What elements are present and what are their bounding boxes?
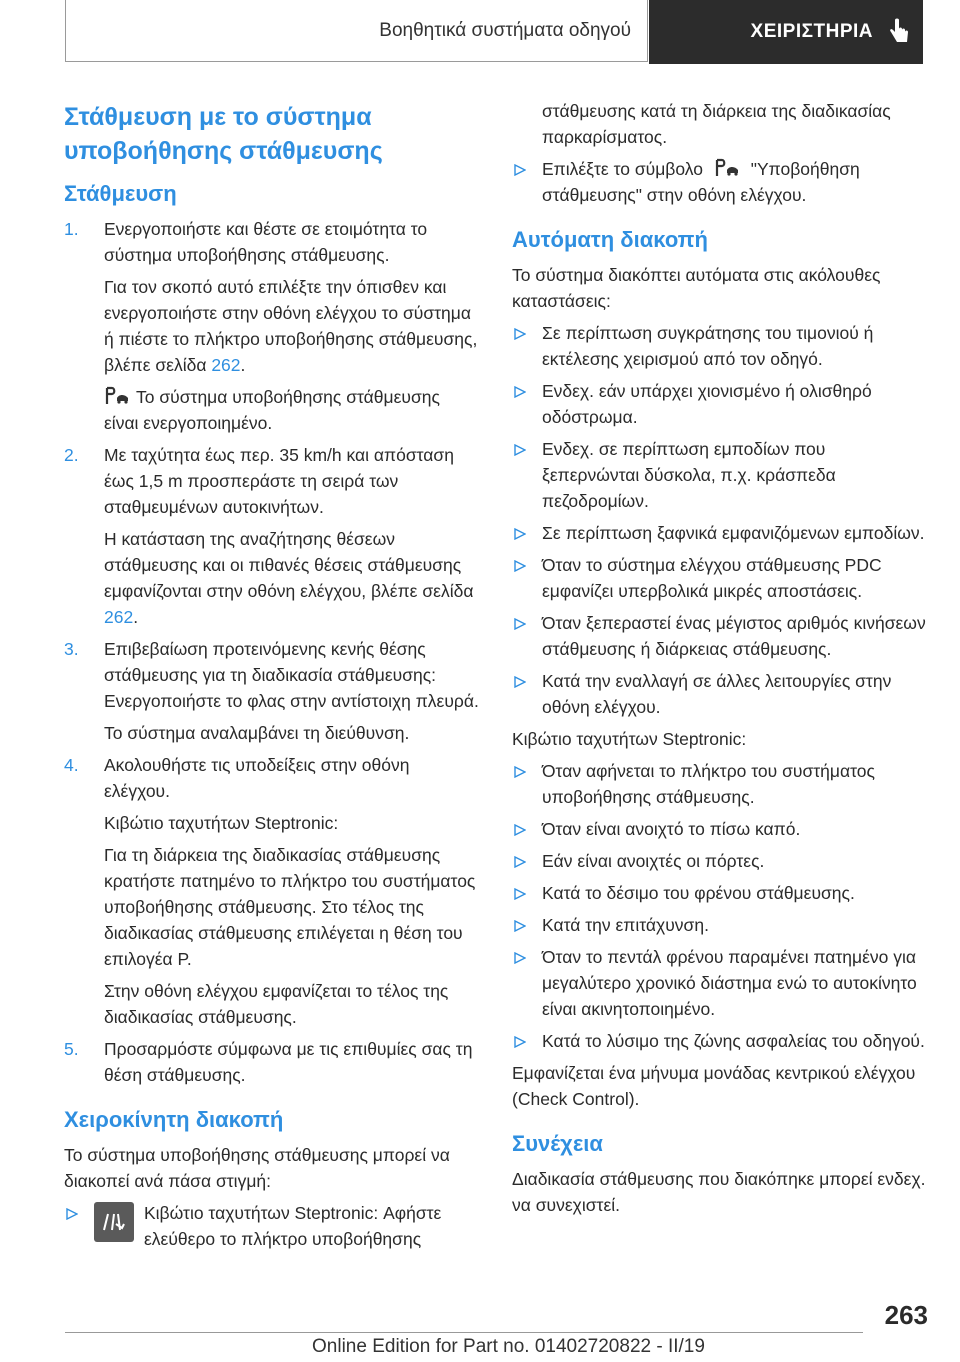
steptronic-label: Κιβώτιο ταχυτήτων Steptronic: xyxy=(512,729,747,749)
bullet-text: Όταν ξεπεραστεί ένας μέγιστος αριθμός κινήσεων στάθμευσης ή διάρκειας στάθμευσης. xyxy=(542,613,926,659)
triangle-bullet-icon xyxy=(66,1208,78,1220)
bullet-text: Επιλέξτε το σύμβολο xyxy=(542,159,703,179)
triangle-bullet-icon xyxy=(514,676,526,688)
bullet-text: Σε περίπτωση συγκράτησης του τιμονιού ή εκτέλεσης χειρισμού από τον οδηγό. xyxy=(542,323,874,369)
triangle-bullet-icon xyxy=(514,952,526,964)
auto-stop-list xyxy=(512,320,927,720)
triangle-bullet-icon xyxy=(514,328,526,340)
check-control-text: Εμφανίζεται ένα μήνυμα μονάδας κεντρικού ελέγχου (Check Control). xyxy=(512,1063,916,1109)
chapter-tab xyxy=(649,0,923,64)
list-item xyxy=(512,668,927,720)
list-item xyxy=(512,816,927,842)
step-text: Επιβεβαίωση προτεινόμενης κενής θέσης στάθμευσης για τη διαδικασία στάθμευσης: Ενεργοποιήστε το φλας στην αντίστοιχη πλευρά. xyxy=(104,639,479,711)
bullet-text: Κατά το λύσιμο της ζώνης ασφαλείας του οδηγού. xyxy=(542,1031,925,1051)
page-header xyxy=(65,0,923,64)
step-number: 2. xyxy=(64,445,79,465)
manual-stop-bullet xyxy=(64,1200,479,1252)
edition-text: Online Edition for Part no. 01402720822 - II/19 xyxy=(312,1336,705,1357)
bullet-text: Κατά την επιτάχυνση. xyxy=(542,915,709,935)
step-4-detail: Για τη διάρκεια της διαδικασίας στάθμευσης κρατήστε πατημένο το πλήκτρο του συστήματος υποβοήθησης στάθμευσης. Στο τέλος της διαδικασίας στάθμευσης επιλέγεται η θέση του επιλογέα P. xyxy=(104,845,476,969)
parking-assistant-icon xyxy=(714,158,740,178)
list-item xyxy=(512,944,927,1022)
page-link[interactable]: 262 xyxy=(104,607,134,627)
step-4 xyxy=(64,752,479,804)
triangle-bullet-icon xyxy=(514,888,526,900)
select-symbol-bullet xyxy=(512,156,927,208)
step-3-detail: Το σύστημα αναλαμβάνει τη διεύθυνση. xyxy=(104,723,410,743)
step-1-detail xyxy=(64,274,479,378)
bullet-text: Κατά την εναλλαγή σε άλλες λειτουργίες στην οθόνη ελέγχου. xyxy=(542,671,892,717)
left-column xyxy=(64,100,479,1258)
hand-pointer-icon xyxy=(887,18,911,46)
page-title: Στάθμευση με το σύστημα υποβοήθησης στάθμευσης xyxy=(64,103,383,165)
step-number: 5. xyxy=(64,1039,79,1059)
bullet-text: "Υποβοήθηση στάθμευσης" στην οθόνη ελέγχου. xyxy=(542,159,860,205)
step-3 xyxy=(64,636,479,714)
continue-text: Διαδικασία στάθμευσης που διακόπηκε μπορεί ενδεχ. να συνεχιστεί. xyxy=(512,1169,926,1215)
manual-stop-text: Το σύστημα υποβοήθησης στάθμευσης μπορεί να διακοπεί ανά πάσα στιγμή: xyxy=(64,1145,450,1191)
detail-text: Για τον σκοπό αυτό επιλέξτε την όπισθεν και ενεργοποιήστε στην οθόνη ελέγχου το σύστημα ή πιέστε το πλήκτρο υποβοήθησης στάθμευσης, βλέπε σελίδα xyxy=(104,277,478,375)
heading-continue: Συνέχεια xyxy=(512,1131,603,1156)
triangle-bullet-icon xyxy=(514,824,526,836)
list-item xyxy=(512,378,927,430)
detail-text: . xyxy=(133,607,139,627)
parking-assistant-icon xyxy=(104,386,130,406)
triangle-bullet-icon xyxy=(514,856,526,868)
heading-manual-stop: Χειροκίνητη διακοπή xyxy=(64,1107,284,1132)
triangle-bullet-icon xyxy=(514,528,526,540)
bullet-text: Όταν είναι ανοιχτό το πίσω καπό. xyxy=(542,819,801,839)
bullet-text: Σε περίπτωση ξαφνικά εμφανιζόμενων εμποδίων. xyxy=(542,523,925,543)
triangle-bullet-icon xyxy=(514,766,526,778)
triangle-bullet-icon xyxy=(514,920,526,932)
list-item xyxy=(512,848,927,874)
list-item xyxy=(512,436,927,514)
step-text: Προσαρμόστε σύμφωνα με τις επιθυμίες σας τη θέση στάθμευσης. xyxy=(104,1039,473,1085)
status-text: Το σύστημα υποβοήθησης στάθμευσης είναι ενεργοποιημένο. xyxy=(104,387,440,433)
heading-auto-stop: Αυτόματη διακοπή xyxy=(512,227,708,252)
step-text: Με ταχύτητα έως περ. 35 km/h και απόσταση έως 1,5 m προσπεράστε τη σειρά των σταθμευμένων αυτοκινήτων. xyxy=(104,445,454,517)
detail-text: Η κατάσταση της αναζήτησης θέσεων στάθμευσης και οι πιθανές θέσεις στάθμευσης εμφανίζονται στην οθόνη ελέγχου, βλέπε σελίδα xyxy=(104,529,474,601)
triangle-bullet-icon xyxy=(514,1036,526,1048)
bullet-text: Εάν είναι ανοιχτές οι πόρτες. xyxy=(542,851,765,871)
chapter-title: ΧΕΙΡΙΣΤΗΡΙΑ xyxy=(750,21,873,42)
section-title: Βοηθητικά συστήματα οδηγού xyxy=(65,0,648,62)
bullet-text: Όταν αφήνεται το πλήκτρο του συστήματος υποβοήθησης στάθμευσης. xyxy=(542,761,875,807)
step-4-label: Κιβώτιο ταχυτήτων Steptronic: xyxy=(104,813,339,833)
step-text: Ενεργοποιήστε και θέστε σε ετοιμότητα το σύστημα υποβοήθησης στάθμευσης. xyxy=(104,219,428,265)
footer-divider xyxy=(65,1332,863,1333)
step-5 xyxy=(64,1036,479,1088)
list-item xyxy=(512,912,927,938)
step-1-status xyxy=(64,384,479,436)
step-2 xyxy=(64,442,479,520)
list-item xyxy=(512,552,927,604)
list-item xyxy=(512,880,927,906)
bullet-text: Κιβώτιο ταχυτήτων Steptronic: Αφήστε ελεύθερο το πλήκτρο υποβοήθησης xyxy=(144,1203,442,1249)
step-4-end: Στην οθόνη ελέγχου εμφανίζεται το τέλος της διαδικασίας στάθμευσης. xyxy=(104,981,449,1027)
right-column xyxy=(512,98,927,1224)
auto-stop-text: Το σύστημα διακόπτει αυτόματα στις ακόλουθες καταστάσεις: xyxy=(512,265,881,311)
parking-assistant-button-icon xyxy=(94,1202,134,1242)
step-2-detail xyxy=(64,526,479,630)
bullet-text: Όταν το πεντάλ φρένου παραμένει πατημένο για μεγαλύτερο χρονικό διάστημα ενώ το αυτοκίνητο είναι ακινητοποιημένο. xyxy=(542,947,917,1019)
page-number: 263 xyxy=(884,1300,928,1330)
detail-text: . xyxy=(240,355,246,375)
triangle-bullet-icon xyxy=(514,386,526,398)
bullet-text: Κατά το δέσιμο του φρένου στάθμευσης. xyxy=(542,883,855,903)
list-item xyxy=(512,320,927,372)
bullet-text: Όταν το σύστημα ελέγχου στάθμευσης PDC εμφανίζει υπερβολικά μικρές αποστάσεις. xyxy=(542,555,882,601)
list-item xyxy=(512,758,927,810)
manual-stop-continued: στάθμευσης κατά τη διάρκεια της διαδικασίας παρκαρίσματος. xyxy=(542,101,891,147)
step-number: 4. xyxy=(64,755,79,775)
triangle-bullet-icon xyxy=(514,560,526,572)
steptronic-list xyxy=(512,758,927,1054)
bullet-text: Ενδεχ. εάν υπάρχει χιονισμένο ή ολισθηρό οδόστρωμα. xyxy=(542,381,872,427)
triangle-bullet-icon xyxy=(514,444,526,456)
step-1 xyxy=(64,216,479,268)
step-text: Ακολουθήστε τις υποδείξεις στην οθόνη ελέγχου. xyxy=(104,755,410,801)
triangle-bullet-icon xyxy=(514,618,526,630)
list-item xyxy=(512,1028,927,1054)
step-number: 1. xyxy=(64,219,79,239)
triangle-bullet-icon xyxy=(514,164,526,176)
step-number: 3. xyxy=(64,639,79,659)
bullet-text: Ενδεχ. σε περίπτωση εμποδίων που ξεπερνώνται δύσκολα, π.χ. κράσπεδα πεζοδρομίων. xyxy=(542,439,836,511)
page-link[interactable]: 262 xyxy=(211,355,241,375)
list-item xyxy=(512,520,927,546)
heading-parking: Στάθμευση xyxy=(64,181,177,206)
list-item xyxy=(512,610,927,662)
